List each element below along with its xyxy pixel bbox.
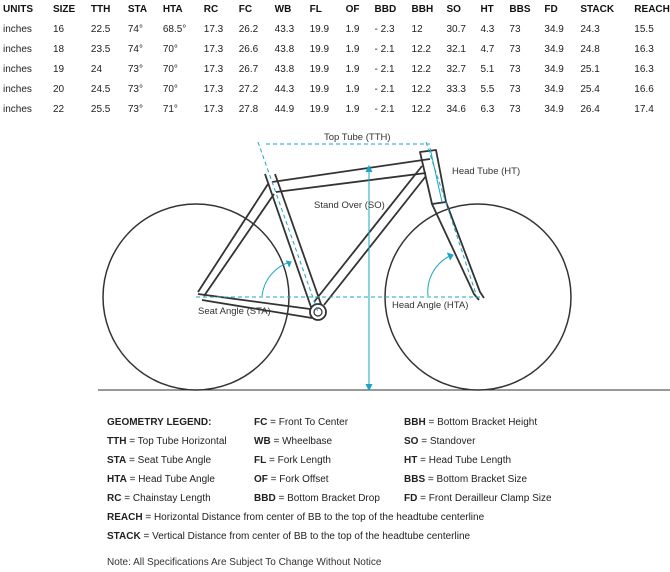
table-cell: 33.3 bbox=[446, 83, 466, 95]
table-cell: 43.8 bbox=[274, 63, 295, 75]
table-cell: 30.7 bbox=[446, 23, 466, 35]
table-cell: 15.5 bbox=[634, 23, 654, 35]
table-cell: 73 bbox=[509, 23, 521, 35]
table-cell: 44.3 bbox=[274, 83, 295, 95]
table-cell: 4.7 bbox=[480, 43, 495, 55]
table-cell: 16.3 bbox=[634, 63, 654, 75]
table-cell: - 2.3 bbox=[374, 23, 395, 35]
column-header: FD bbox=[544, 4, 558, 15]
table-cell: 20 bbox=[52, 83, 65, 95]
standover-arrow-bottom bbox=[366, 384, 372, 390]
table-cell: 16 bbox=[52, 23, 65, 35]
table-cell: - 2.1 bbox=[374, 63, 395, 75]
legend-item: SO = Standover bbox=[404, 436, 476, 447]
column-header: WB bbox=[274, 4, 292, 15]
bike-geometry-diagram bbox=[0, 122, 670, 407]
table-cell: 5.1 bbox=[480, 63, 495, 75]
legend-item: TTH = Top Tube Horizontal bbox=[107, 436, 227, 447]
table-cell: 25.4 bbox=[580, 83, 600, 95]
table-header-row bbox=[0, 0, 670, 19]
table-cell: 19 bbox=[52, 63, 65, 75]
table-cell: 73° bbox=[127, 103, 143, 115]
stand-over-label: Stand Over (SO) bbox=[314, 200, 385, 211]
table-cell: 34.6 bbox=[446, 103, 466, 115]
table-cell: 34.9 bbox=[544, 23, 564, 35]
table-row bbox=[0, 39, 670, 59]
table-cell: 22 bbox=[52, 103, 65, 115]
legend-item: STACK = Vertical Distance from center of BB to the top of the headtube centerline bbox=[107, 531, 471, 542]
table-cell: 25.1 bbox=[580, 63, 600, 75]
legend-item: HT = Head Tube Length bbox=[404, 455, 512, 466]
table-cell: 12.2 bbox=[411, 63, 431, 75]
legend-item: STA = Seat Tube Angle bbox=[107, 455, 212, 466]
column-header: REACH bbox=[634, 4, 670, 15]
table-cell: 26.6 bbox=[238, 43, 259, 55]
table-cell: 24 bbox=[90, 63, 103, 75]
head-angle-label: Head Angle (HTA) bbox=[392, 300, 469, 311]
column-header: STACK bbox=[580, 4, 615, 15]
table-cell: inches bbox=[3, 83, 32, 95]
table-cell: inches bbox=[3, 43, 32, 55]
seat-angle-arrow bbox=[286, 261, 291, 267]
column-header: SO bbox=[446, 4, 461, 15]
measurement-lines bbox=[196, 142, 482, 390]
column-header: BBH bbox=[411, 4, 434, 15]
disclaimer-note: Note: All Specifications Are Subject To Change Without Notice bbox=[107, 557, 382, 568]
bottom-bracket bbox=[310, 304, 326, 320]
table-cell: 19.9 bbox=[309, 103, 330, 115]
table-cell: 23.5 bbox=[90, 43, 111, 55]
table-cell: 26.2 bbox=[238, 23, 259, 35]
table-cell: 73° bbox=[127, 63, 143, 75]
legend-item: OF = Fork Offset bbox=[254, 474, 329, 485]
table-cell: 19.9 bbox=[309, 83, 330, 95]
table-cell: 17.4 bbox=[634, 103, 654, 115]
column-header: UNITS bbox=[3, 4, 33, 15]
column-header: BBS bbox=[509, 4, 531, 15]
table-cell: 12.2 bbox=[411, 103, 431, 115]
top-tube-label: Top Tube (TTH) bbox=[324, 132, 391, 143]
table-cell: 70° bbox=[162, 83, 178, 95]
legend-item: HTA = Head Tube Angle bbox=[107, 474, 215, 485]
table-cell: 25.5 bbox=[90, 103, 111, 115]
column-header: SIZE bbox=[52, 4, 76, 15]
column-header: RC bbox=[203, 4, 219, 15]
table-row bbox=[0, 19, 670, 39]
table-cell: 73° bbox=[127, 83, 143, 95]
bike-frame bbox=[198, 150, 484, 318]
column-header: STA bbox=[127, 4, 148, 15]
seat-stays bbox=[198, 184, 274, 296]
table-cell: 17.3 bbox=[203, 103, 224, 115]
table-cell: 1.9 bbox=[345, 83, 360, 95]
table-cell: 1.9 bbox=[345, 63, 360, 75]
table-row bbox=[0, 59, 670, 79]
fork bbox=[432, 202, 484, 300]
table-cell: 43.8 bbox=[274, 43, 295, 55]
legend-item: FC = Front To Center bbox=[254, 417, 349, 428]
table-cell: 6.3 bbox=[480, 103, 495, 115]
legend-item: WB = Wheelbase bbox=[254, 436, 333, 447]
column-header: OF bbox=[345, 4, 360, 15]
seat-angle-label: Seat Angle (STA) bbox=[198, 306, 271, 317]
seat-angle-arc bbox=[262, 262, 290, 296]
legend-item: BBS = Bottom Bracket Size bbox=[404, 474, 528, 485]
legend-item: FL = Fork Length bbox=[254, 455, 331, 466]
legend-item: BBD = Bottom Bracket Drop bbox=[254, 493, 380, 504]
table-row bbox=[0, 99, 670, 119]
table-cell: 27.8 bbox=[238, 103, 259, 115]
table-cell: 18 bbox=[52, 43, 65, 55]
legend-item: RC = Chainstay Length bbox=[107, 493, 211, 504]
table-cell: 32.7 bbox=[446, 63, 466, 75]
table-cell: 5.5 bbox=[480, 83, 495, 95]
table-cell: 26.7 bbox=[238, 63, 259, 75]
table-cell: - 2.1 bbox=[374, 43, 395, 55]
table-cell: - 2.1 bbox=[374, 83, 395, 95]
table-cell: 26.4 bbox=[580, 103, 600, 115]
table-cell: 70° bbox=[162, 63, 178, 75]
head-angle-arc bbox=[428, 255, 452, 296]
table-cell: inches bbox=[3, 63, 32, 75]
table-cell: 19.9 bbox=[309, 23, 330, 35]
table-cell: 24.5 bbox=[90, 83, 111, 95]
table-cell: 4.3 bbox=[480, 23, 495, 35]
column-header: FL bbox=[309, 4, 322, 15]
table-cell: 71° bbox=[162, 103, 178, 115]
table-cell: 12.2 bbox=[411, 83, 431, 95]
table-cell: 19.9 bbox=[309, 43, 330, 55]
table-cell: 24.8 bbox=[580, 43, 600, 55]
table-cell: 16.3 bbox=[634, 43, 654, 55]
table-cell: 19.9 bbox=[309, 63, 330, 75]
column-header: TTH bbox=[90, 4, 111, 15]
table-cell: 1.9 bbox=[345, 43, 360, 55]
column-header: HTA bbox=[162, 4, 183, 15]
table-cell: 70° bbox=[162, 43, 178, 55]
table-cell: 73 bbox=[509, 43, 521, 55]
geometry-table bbox=[0, 0, 670, 119]
head-tube-label: Head Tube (HT) bbox=[452, 166, 521, 177]
table-cell: 17.3 bbox=[203, 43, 224, 55]
legend-heading: GEOMETRY LEGEND: bbox=[107, 417, 212, 428]
table-cell: 73 bbox=[509, 103, 521, 115]
table-cell: 12 bbox=[411, 23, 423, 35]
column-header: HT bbox=[480, 4, 494, 15]
table-cell: 44.9 bbox=[274, 103, 295, 115]
table-cell: 24.3 bbox=[580, 23, 600, 35]
table-cell: inches bbox=[3, 103, 32, 115]
table-cell: 17.3 bbox=[203, 23, 224, 35]
table-body bbox=[0, 19, 670, 119]
table-cell: 16.6 bbox=[634, 83, 654, 95]
table-cell: 34.9 bbox=[544, 83, 564, 95]
table-cell: 34.9 bbox=[544, 43, 564, 55]
table-cell: 34.9 bbox=[544, 103, 564, 115]
table-cell: 22.5 bbox=[90, 23, 111, 35]
column-header: BBD bbox=[374, 4, 397, 15]
legend-item: FD = Front Derailleur Clamp Size bbox=[404, 493, 552, 504]
legend-item: REACH = Horizontal Distance from center of BB to the top of the headtube centerline bbox=[107, 512, 485, 523]
table-cell: 73 bbox=[509, 63, 521, 75]
table-cell: 74° bbox=[127, 23, 143, 35]
table-cell: inches bbox=[3, 23, 32, 35]
table-cell: 12.2 bbox=[411, 43, 431, 55]
table-cell: - 2.1 bbox=[374, 103, 395, 115]
table-cell: 1.9 bbox=[345, 23, 360, 35]
table-cell: 74° bbox=[127, 43, 143, 55]
table-cell: 1.9 bbox=[345, 103, 360, 115]
head-tube bbox=[420, 150, 446, 204]
table-cell: 43.3 bbox=[274, 23, 295, 35]
table-cell: 17.3 bbox=[203, 63, 224, 75]
table-cell: 32.1 bbox=[446, 43, 466, 55]
column-header: FC bbox=[238, 4, 253, 15]
table-cell: 34.9 bbox=[544, 63, 564, 75]
table-cell: 73 bbox=[509, 83, 521, 95]
table-cell: 17.3 bbox=[203, 83, 224, 95]
legend-item: BBH = Bottom Bracket Height bbox=[404, 417, 538, 428]
table-cell: 68.5° bbox=[162, 23, 187, 35]
table-row bbox=[0, 79, 670, 99]
table-cell: 27.2 bbox=[238, 83, 259, 95]
